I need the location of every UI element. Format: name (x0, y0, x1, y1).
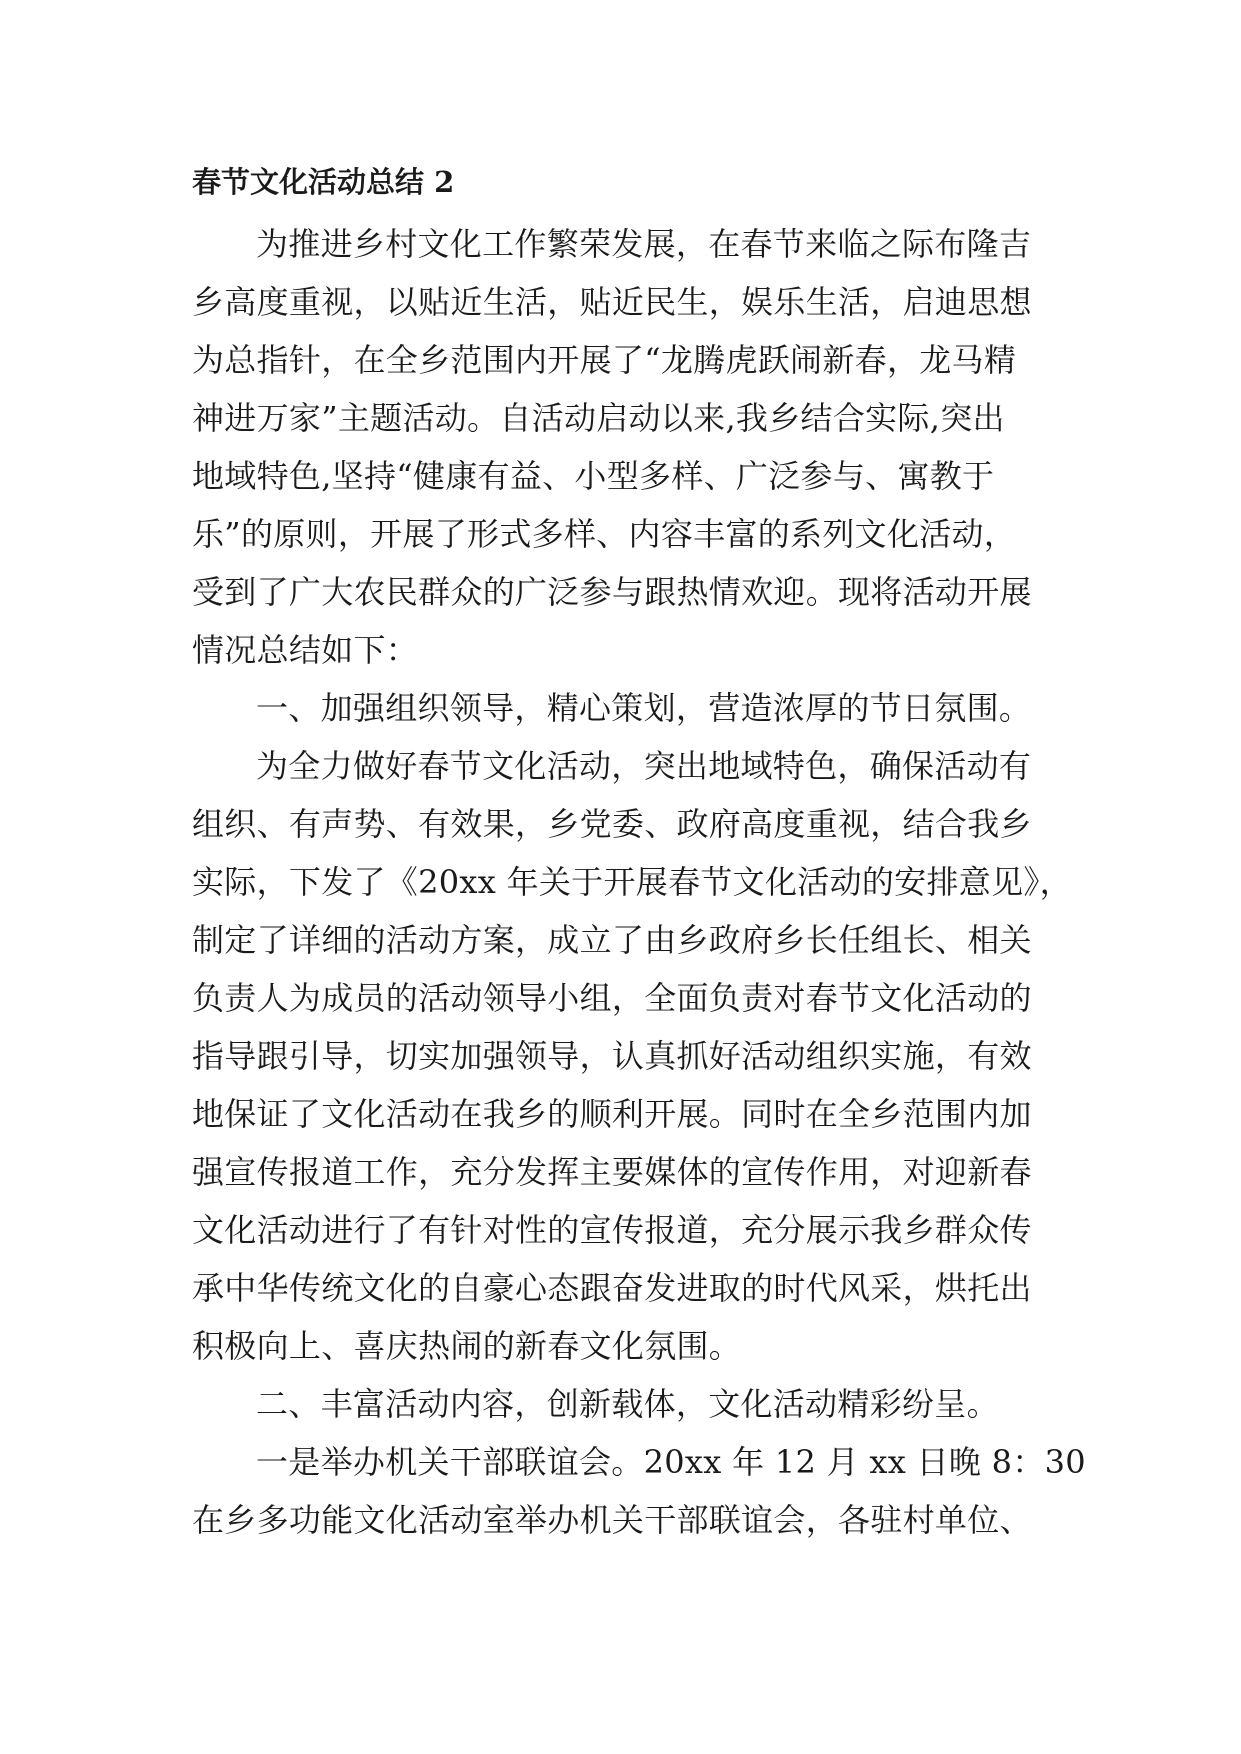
body-line-6: 乐”的原则，开展了形式多样、内容丰富的系列文化活动， (192, 515, 1017, 553)
section-heading-1: 一、加强组织领导，精心策划，营造浓厚的节日氛围。 (256, 689, 1032, 727)
body-line-19: 积极向上、喜庆热闹的新春文化氛围。 (192, 1327, 742, 1365)
body-line-9: 为全力做好春节文化活动，突出地域特色，确保活动有 (256, 747, 1032, 785)
body-line-4: 神进万家”主题活动。自活动启动以来,我乡结合实际,突出 (192, 399, 1005, 437)
document-title: 春节文化活动总结 2 (192, 165, 455, 199)
body-line-5: 地域特色,坚持“健康有益、小型多样、广泛参与、寓教于 (192, 457, 995, 495)
body-line-18: 承中华传统文化的自豪心态跟奋发进取的时代风采，烘托出 (192, 1269, 1032, 1307)
body-line-7: 受到了广大农民群众的广泛参与跟热情欢迎。现将活动开展 (192, 573, 1032, 611)
body-line-11: 实际，下发了《20xx 年关于开展春节文化活动的安排意见》， (192, 863, 1072, 901)
body-line-16: 强宣传报道工作，充分发挥主要媒体的宣传作用，对迎新春 (192, 1153, 1032, 1191)
body-line-3: 为总指针，在全乡范围内开展了“龙腾虎跃闹新春，龙马精 (192, 341, 1017, 379)
body-line-21: 在乡多功能文化活动室举办机关干部联谊会，各驻村单位、 (192, 1501, 1032, 1539)
body-line-1: 为推进乡村文化工作繁荣发展，在春节来临之际布隆吉 (256, 225, 1032, 263)
body-line-13: 负责人为成员的活动领导小组，全面负责对春节文化活动的 (192, 979, 1032, 1017)
body-line-20: 一是举办机关干部联谊会。20xx 年 12 月 xx 日晚 8：30 (256, 1443, 1086, 1481)
body-line-17: 文化活动进行了有针对性的宣传报道，充分展示我乡群众传 (192, 1211, 1032, 1249)
body-line-14: 指导跟引导，切实加强领导，认真抓好活动组织实施，有效 (192, 1037, 1032, 1075)
body-line-12: 制定了详细的活动方案，成立了由乡政府乡长任组长、相关 (192, 921, 1032, 959)
section-heading-2: 二、丰富活动内容，创新载体，文化活动精彩纷呈。 (256, 1385, 999, 1423)
body-line-10: 组织、有声势、有效果，乡党委、政府高度重视，结合我乡 (192, 805, 1032, 843)
body-line-15: 地保证了文化活动在我乡的顺利开展。同时在全乡范围内加 (192, 1095, 1032, 1133)
body-line-8: 情况总结如下： (192, 631, 419, 669)
body-line-2: 乡高度重视，以贴近生活，贴近民生，娱乐生活，启迪思想 (192, 283, 1032, 321)
